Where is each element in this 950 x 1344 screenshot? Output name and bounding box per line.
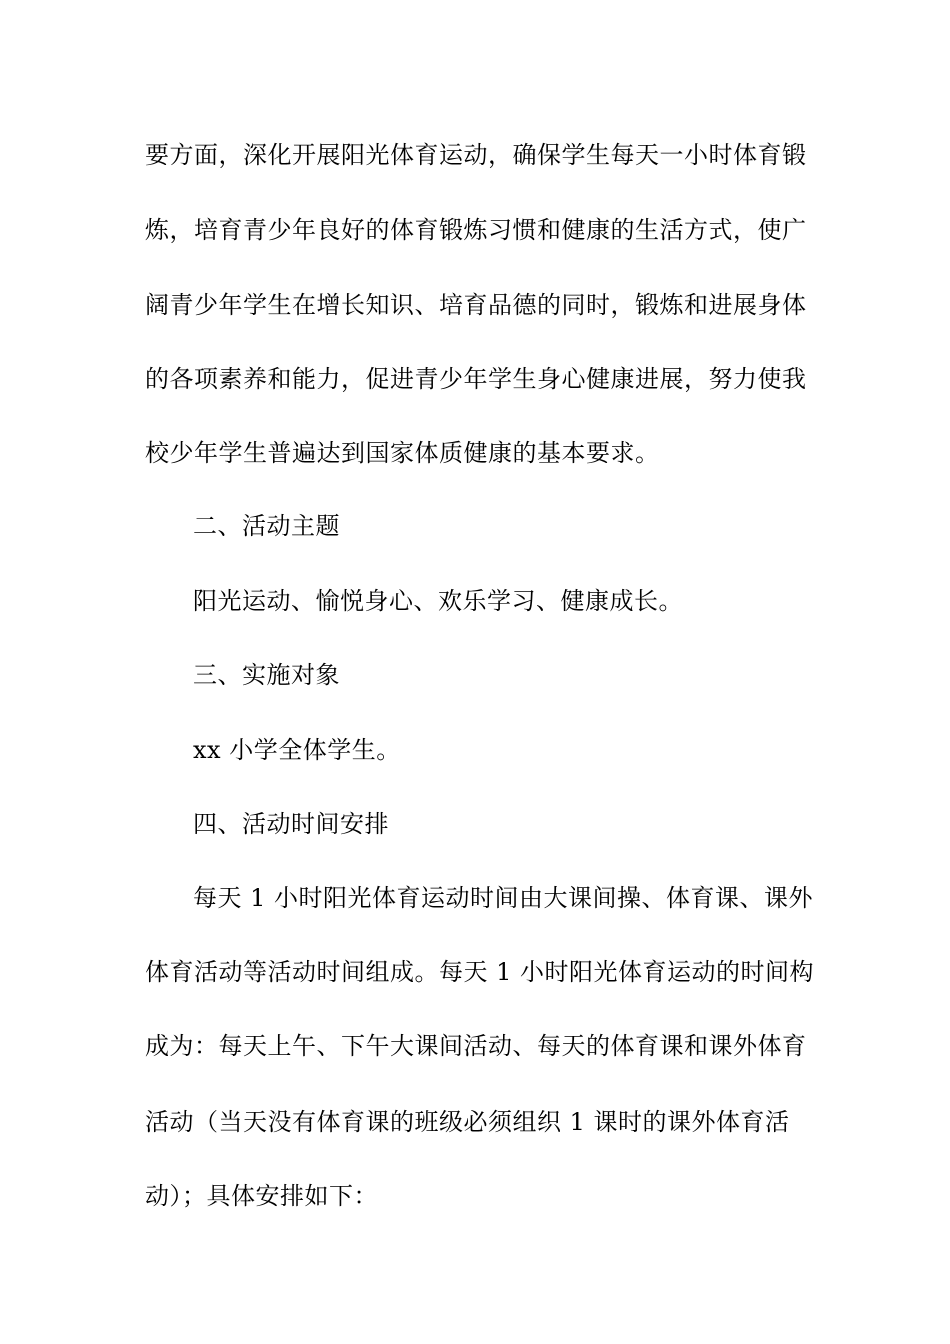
body-text-line: 体育活动等活动时间组成。每天 1 小时阳光体育运动的时间构 xyxy=(145,958,815,986)
section-heading: 三、实施对象 xyxy=(193,661,340,689)
section-heading: 四、活动时间安排 xyxy=(193,810,389,838)
body-text-line: 炼，培育青少年良好的体育锻炼习惯和健康的生活方式，使广 xyxy=(145,216,807,244)
body-text-line: 的各项素养和能力，促进青少年学生身心健康进展，努力使我 xyxy=(145,365,807,393)
body-text-line: 阳光运动、愉悦身心、欢乐学习、健康成长。 xyxy=(193,587,683,615)
body-text-line: 校少年学生普遍达到国家体质健康的基本要求。 xyxy=(145,439,660,467)
body-text-line: 动）；具体安排如下： xyxy=(145,1182,378,1210)
body-text-line: 成为：每天上午、下午大课间活动、每天的体育课和课外体育 xyxy=(145,1032,807,1060)
body-text-line: 阔青少年学生在增长知识、培育品德的同时，锻炼和进展身体 xyxy=(145,291,807,319)
body-text-line: 活动（当天没有体育课的班级必须组织 1 课时的课外体育活 xyxy=(145,1108,790,1136)
body-text-line: 要方面，深化开展阳光体育运动，确保学生每天一小时体育锻 xyxy=(145,141,807,169)
body-text-line: 每天 1 小时阳光体育运动时间由大课间操、体育课、课外 xyxy=(193,884,814,912)
section-heading: 二、活动主题 xyxy=(193,512,340,540)
body-text-line: xx 小学全体学生。 xyxy=(193,736,401,764)
